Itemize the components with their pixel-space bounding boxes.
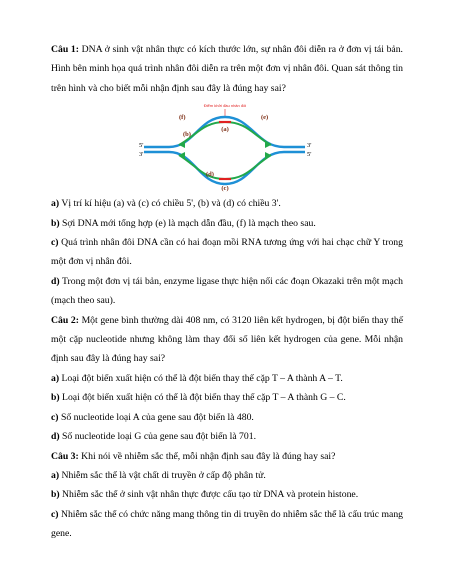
question-3-label: Câu 3: bbox=[51, 450, 79, 462]
q1-item-b bbox=[51, 214, 403, 233]
question-1-label: Câu 1: bbox=[51, 44, 79, 55]
q2-item-b-key: b) bbox=[51, 392, 60, 404]
label-b: (b) bbox=[183, 131, 191, 139]
replication-diagram bbox=[139, 100, 315, 192]
replication-bubble-figure bbox=[51, 100, 403, 192]
question-3-text: Khi nói về nhiễm sắc thể, mỗi nhận định sau đây là đúng hay sai? bbox=[78, 450, 336, 462]
question-1-stem bbox=[51, 40, 403, 98]
q3-item-a-key: a) bbox=[51, 469, 60, 481]
label-f: (f) bbox=[179, 114, 186, 122]
q1-item-a-text: Vị trí kí hiệu (a) và (c) có chiều 5', (b) và (d) có chiều 3'. bbox=[59, 198, 281, 210]
label-a: (a) bbox=[221, 126, 229, 134]
new-strand-bottom bbox=[179, 155, 271, 179]
q3-item-b bbox=[51, 485, 403, 504]
q1-item-c-text: Quá trình nhân đôi DNA cần có hai đoạn mồi RNA tương ứng với hai chạc chữ Y trong một đơn vị nhân đôi. bbox=[51, 237, 403, 268]
question-3-stem bbox=[51, 447, 403, 466]
label-e: (e) bbox=[261, 114, 269, 122]
question-2-text: Một gene bình thường dài 408 nm, có 3120 liên kết hydrogen, bị đột biến thay thế một cặp nucleotide nhưng không làm thay đổi số liên kết hydrogen của gene. Mỗi nhận định sau đây là đúng hay sai? bbox=[51, 314, 403, 365]
q1-item-c-key: c) bbox=[51, 237, 59, 249]
q1-item-d-key: d) bbox=[51, 275, 60, 287]
q2-item-d-text: Số nucleotide loại G của gene sau đột biến là 701. bbox=[59, 431, 257, 443]
q3-item-a-text: Nhiễm sắc thể là vật chất di truyền ở cấp độ phân tử. bbox=[59, 469, 266, 481]
q1-item-a-key: a) bbox=[51, 198, 60, 210]
q3-item-b-text: Nhiễm sắc thể ở sinh vật nhân thực được cấu tạo từ DNA và protein histone. bbox=[59, 489, 359, 501]
q2-item-d-key: d) bbox=[51, 431, 60, 443]
q2-item-d bbox=[51, 427, 403, 446]
end-left-top: 5' bbox=[139, 142, 144, 150]
q2-item-a-key: a) bbox=[51, 372, 60, 384]
label-d: (d) bbox=[206, 171, 214, 179]
q1-item-c bbox=[51, 233, 403, 272]
q2-item-a-text: Loại đột biến xuất hiện có thể là đột biến thay thế cặp T – A thành A – T. bbox=[59, 372, 343, 384]
q2-item-b bbox=[51, 388, 403, 407]
q3-item-b-key: b) bbox=[51, 489, 60, 501]
end-right-top: 3' bbox=[307, 142, 312, 150]
q2-item-b-text: Loại đột biến xuất hiện có thể là đột biến thay thế cặp T – A thành G – C. bbox=[59, 392, 346, 404]
q2-item-a bbox=[51, 369, 403, 388]
end-left-bottom: 3' bbox=[139, 151, 144, 159]
q3-item-c bbox=[51, 505, 403, 544]
label-c: (c) bbox=[221, 185, 229, 193]
q1-item-a bbox=[51, 194, 403, 213]
end-right-bottom: 5' bbox=[307, 151, 312, 159]
q1-item-b-text: Sợi DNA mới tổng hợp (e) là mạch dẫn đầu, (f) là mạch theo sau. bbox=[59, 217, 316, 229]
q2-item-c-key: c) bbox=[51, 411, 59, 423]
q2-item-c-text: Số nucleotide loại A của gene sau đột biến là 480. bbox=[58, 411, 254, 423]
q1-item-b-key: b) bbox=[51, 217, 60, 229]
q1-item-d bbox=[51, 272, 403, 311]
question-1-text: DNA ở sinh vật nhân thực có kích thước lớn, sự nhân đôi diễn ra ở đơn vị tái bản. Hình bên minh họa quá trình nhân đôi diễn ra trên một đơn vị nhân đôi. Quan sát thông tin trên hình và cho biết mỗi nhận định sau đây là đúng hay sai? bbox=[51, 44, 403, 94]
q3-item-c-key: c) bbox=[51, 508, 59, 520]
q3-item-c-text: Nhiễm sắc thể có chức năng mang thông tin di truyền do nhiễm sắc thể là cấu trúc mang gene. bbox=[51, 508, 404, 540]
q1-item-d-text: Trong một đơn vị tái bản, enzyme ligase thực hiện nối các đoạn Okazaki trên một mạch (mạch theo sau). bbox=[51, 275, 403, 307]
question-2-label: Câu 2: bbox=[51, 314, 79, 326]
question-2-stem bbox=[51, 311, 403, 369]
origin-label: Điểm khởi đầu nhân đôi bbox=[203, 103, 247, 109]
document-page bbox=[51, 40, 403, 544]
q2-item-c bbox=[51, 408, 403, 427]
q3-item-a bbox=[51, 466, 403, 485]
